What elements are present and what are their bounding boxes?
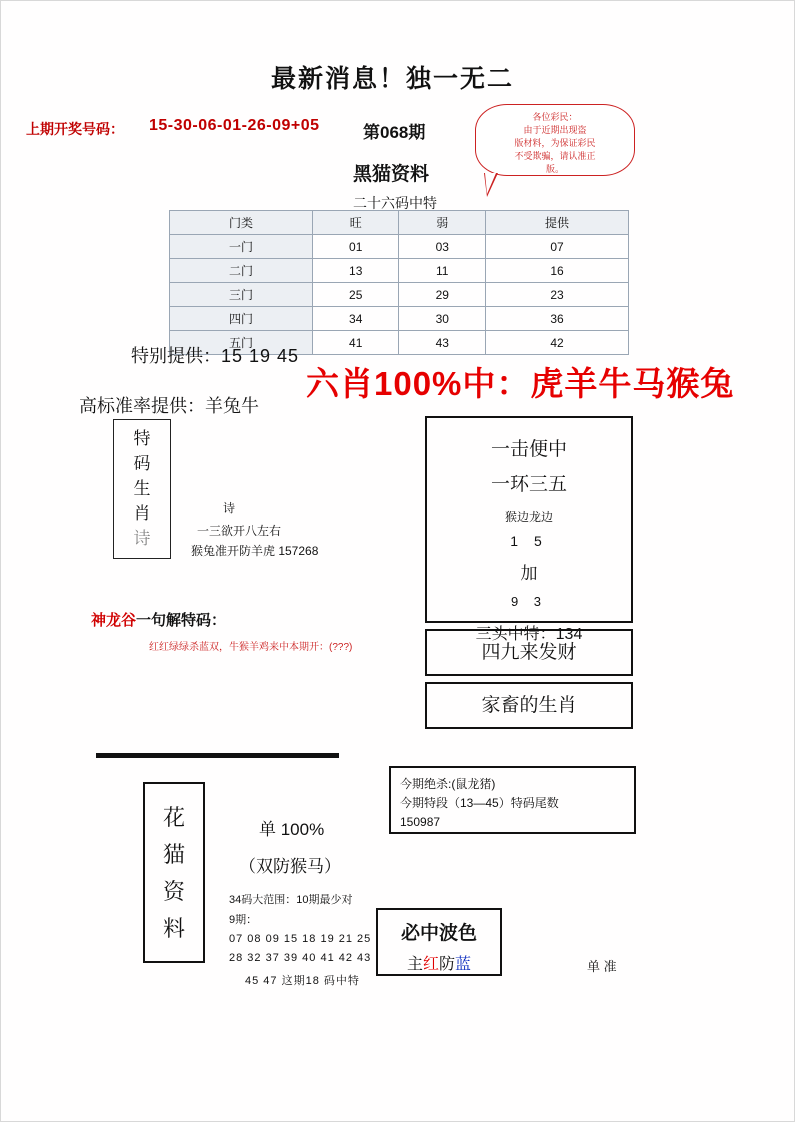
range-description-1: 34码大范围：10期最少对 bbox=[229, 894, 353, 906]
document-title: 黑猫资料 bbox=[353, 164, 430, 185]
last-draw-label: 上期开奖号码： bbox=[26, 121, 124, 137]
bubble-tail-inner-icon bbox=[485, 173, 496, 194]
table-cell: 01 bbox=[312, 235, 399, 259]
high-rate-value: 羊兔牛 bbox=[205, 396, 259, 416]
range-numbers-row-3: 45 47 这期18 码中特 bbox=[245, 975, 360, 987]
table-cell: 五门 bbox=[170, 331, 313, 355]
six-xiao-banner: 六肖100%中：虎羊牛马猴兔 bbox=[306, 365, 735, 402]
one-hit-line-4: 1 5 bbox=[510, 533, 548, 549]
single-100-label: 单 100% bbox=[259, 820, 325, 839]
table-cell: 二门 bbox=[170, 259, 313, 283]
vertical-char: 特 bbox=[133, 429, 151, 448]
one-hit-line-5: 加 bbox=[520, 564, 538, 583]
color-prediction-box bbox=[376, 908, 502, 976]
issue-number: 第068期 bbox=[363, 123, 426, 142]
table-cell: 23 bbox=[486, 283, 629, 307]
main-color-prefix: 主 bbox=[406, 956, 423, 973]
double-defend-label: （双防猴马） bbox=[239, 857, 341, 876]
table-cell: 36 bbox=[486, 307, 629, 331]
poem-line-2: 猴兔准开防羊虎 157268 bbox=[191, 544, 319, 558]
table-header-row bbox=[170, 211, 629, 235]
shenlonggu-title bbox=[91, 609, 226, 630]
table-header-cell: 旺 bbox=[312, 211, 399, 235]
one-hit-line-1: 一击便中 bbox=[490, 439, 567, 460]
color-prediction-title: 必中波色 bbox=[400, 923, 477, 944]
notice-speech-bubble bbox=[475, 104, 635, 176]
table-cell: 16 bbox=[486, 259, 629, 283]
document-subtitle: 二十六码中特 bbox=[353, 195, 437, 211]
kill-line-3: 150987 bbox=[400, 815, 441, 829]
section-divider bbox=[96, 753, 339, 758]
table-cell: 43 bbox=[399, 331, 486, 355]
special-provide-numbers: 15 19 45 bbox=[221, 346, 300, 366]
vertical-char: 码 bbox=[133, 454, 151, 473]
table-cell: 42 bbox=[486, 331, 629, 355]
table-row bbox=[170, 307, 629, 331]
range-description-2: 9期： bbox=[229, 914, 258, 926]
vertical-char: 诗 bbox=[133, 529, 151, 548]
bubble-line: 不受欺骗，请认准正 bbox=[514, 151, 596, 161]
defend-color-prefix: 防 bbox=[439, 956, 456, 973]
table-cell: 41 bbox=[312, 331, 399, 355]
table-cell: 25 bbox=[312, 283, 399, 307]
table-cell: 29 bbox=[399, 283, 486, 307]
high-rate-line bbox=[79, 392, 259, 418]
shenlonggu-subtext: 红红绿绿杀蓝双，牛猴羊鸡来中本期开：(???) bbox=[149, 642, 353, 653]
bubble-line: 版材料，为保证彩民 bbox=[514, 138, 596, 148]
special-provide-line bbox=[131, 342, 299, 368]
poem-label: 诗 bbox=[223, 501, 236, 515]
one-hit-line-6: 9 3 bbox=[510, 594, 548, 609]
vertical-char: 肖 bbox=[133, 504, 151, 523]
bubble-line: 由于近期出现盗 bbox=[523, 125, 587, 135]
table-row bbox=[170, 283, 629, 307]
lucky-phrase-box: 四九来发财 bbox=[425, 629, 633, 676]
vertical-char: 生 bbox=[133, 479, 151, 498]
vertical-char: 猫 bbox=[162, 841, 185, 867]
one-hit-line-2: 一环三五 bbox=[490, 474, 567, 495]
table-cell: 03 bbox=[399, 235, 486, 259]
table-row bbox=[170, 259, 629, 283]
vertical-char: 花 bbox=[162, 804, 185, 830]
one-hit-box bbox=[425, 416, 633, 643]
kill-numbers-box bbox=[389, 766, 636, 834]
special-provide-label: 特别提供： bbox=[131, 346, 221, 366]
bubble-line: 版。 bbox=[545, 164, 564, 174]
table-cell: 一门 bbox=[170, 235, 313, 259]
table-row bbox=[170, 235, 629, 259]
livestock-zodiac-box: 家畜的生肖 bbox=[425, 682, 633, 729]
high-rate-label: 高标准率提供： bbox=[79, 396, 205, 416]
table-header-cell: 提供 bbox=[486, 211, 629, 235]
poem-line-1: 一三欲开八左右 bbox=[197, 524, 282, 538]
table-header-cell: 门类 bbox=[170, 211, 313, 235]
footer-note: 单 准 bbox=[587, 959, 617, 974]
color-prediction-values bbox=[378, 951, 500, 974]
shenlonggu-suffix: 一句解特码： bbox=[136, 612, 227, 629]
kill-line-1: 今期绝杀:(鼠龙猪) bbox=[400, 777, 496, 791]
table-cell: 34 bbox=[312, 307, 399, 331]
numbers-table bbox=[169, 210, 629, 355]
page-headline: 最新消息！独一无二 bbox=[271, 65, 515, 93]
vertical-char: 资 bbox=[162, 878, 185, 904]
one-hit-line-7: 三头中特：134 bbox=[475, 626, 583, 643]
kill-line-2: 今期特段（13—45）特码尾数 bbox=[400, 796, 559, 810]
table-cell: 07 bbox=[486, 235, 629, 259]
shenlonggu-name: 神龙谷 bbox=[91, 612, 137, 629]
vertical-char: 料 bbox=[162, 915, 185, 941]
one-hit-line-3: 猴边龙边 bbox=[504, 510, 553, 524]
special-code-zodiac-poem-box bbox=[113, 419, 171, 559]
range-numbers-row-1: 07 08 09 15 18 19 21 25 bbox=[229, 933, 372, 945]
bubble-line: 各位彩民： bbox=[532, 112, 578, 122]
range-numbers-row-2: 28 32 37 39 40 41 42 43 bbox=[229, 952, 372, 964]
table-header-cell: 弱 bbox=[399, 211, 486, 235]
defend-color-value: 蓝 bbox=[455, 956, 472, 973]
table-cell: 30 bbox=[399, 307, 486, 331]
cat-material-box bbox=[143, 782, 205, 963]
table-cell: 三门 bbox=[170, 283, 313, 307]
table-cell: 13 bbox=[312, 259, 399, 283]
table-cell: 11 bbox=[399, 259, 486, 283]
last-draw-numbers: 15-30-06-01-26-09+05 bbox=[149, 117, 320, 134]
main-color-value: 红 bbox=[422, 956, 439, 973]
table-cell: 四门 bbox=[170, 307, 313, 331]
